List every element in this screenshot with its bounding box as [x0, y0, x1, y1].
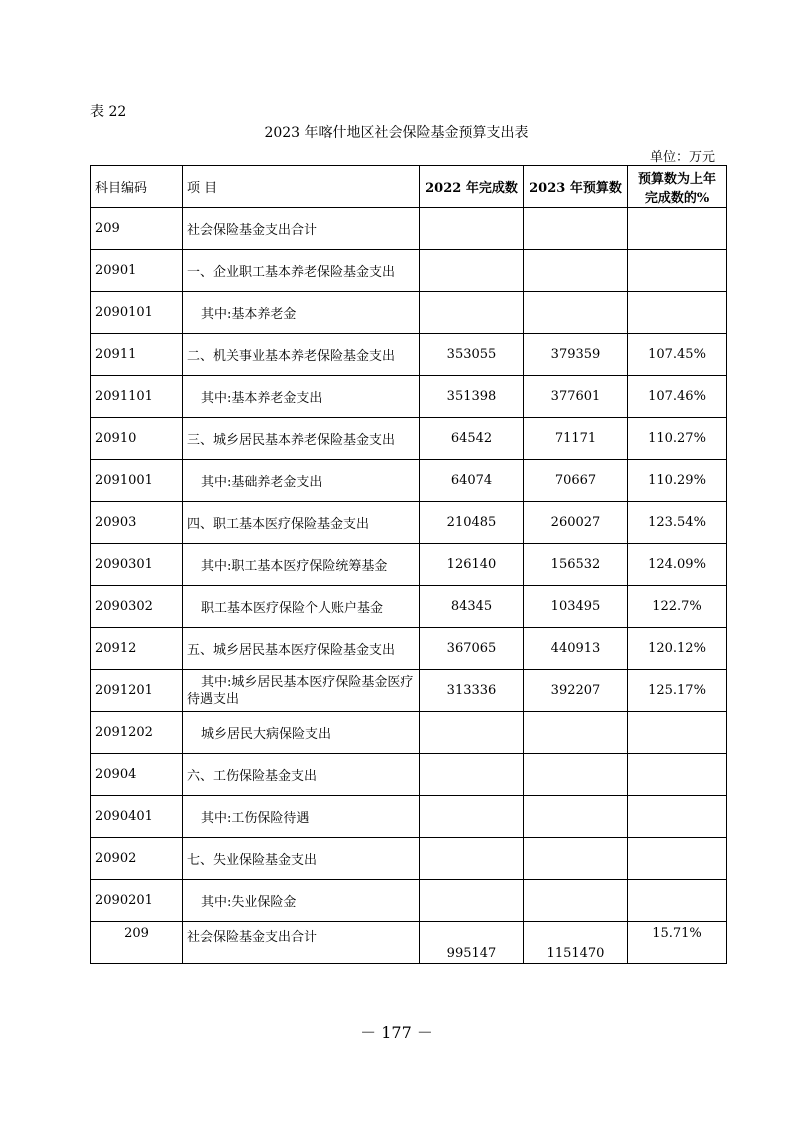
header-ratio: 预算数为上年完成数的%	[628, 166, 727, 208]
row-code: 2090401	[91, 796, 183, 838]
header-2023-budget: 2023 年预算数	[524, 166, 628, 208]
row-ratio: 107.46%	[628, 376, 727, 418]
row-code: 20901	[91, 250, 183, 292]
row-2022-actual	[420, 292, 524, 334]
row-name: 七、失业保险基金支出	[183, 838, 420, 880]
row-ratio: 122.7%	[628, 586, 727, 628]
row-2023-budget	[524, 208, 628, 250]
row-2022-actual	[420, 754, 524, 796]
row-2023-budget: 392207	[524, 670, 628, 712]
row-code: 209	[91, 208, 183, 250]
row-2023-budget	[524, 796, 628, 838]
row-ratio: 123.54%	[628, 502, 727, 544]
table-row	[91, 418, 727, 460]
table-row	[91, 502, 727, 544]
row-ratio	[628, 712, 727, 754]
header-name: 项 目	[183, 166, 420, 208]
row-code: 2091001	[91, 460, 183, 502]
row-ratio: 110.29%	[628, 460, 727, 502]
row-2022-actual: 210485	[420, 502, 524, 544]
row-2023-budget	[524, 292, 628, 334]
table-row	[91, 460, 727, 502]
table-row	[91, 628, 727, 670]
row-2023-budget: 70667	[524, 460, 628, 502]
row-name: 其中:工伤保险待遇	[183, 796, 420, 838]
total-row	[91, 922, 727, 964]
table-row	[91, 670, 727, 712]
table-row	[91, 586, 727, 628]
row-2023-budget: 156532	[524, 544, 628, 586]
row-2023-budget: 71171	[524, 418, 628, 460]
row-ratio: 125.17%	[628, 670, 727, 712]
row-name: 六、工伤保险基金支出	[183, 754, 420, 796]
row-name: 三、城乡居民基本养老保险基金支出	[183, 418, 420, 460]
row-name: 二、机关事业基本养老保险基金支出	[183, 334, 420, 376]
row-name: 其中:城乡居民基本医疗保险基金医疗待遇支出	[183, 670, 420, 712]
row-2022-actual: 313336	[420, 670, 524, 712]
table-row	[91, 334, 727, 376]
table-row	[91, 376, 727, 418]
row-2022-actual	[420, 712, 524, 754]
row-2023-budget	[524, 712, 628, 754]
row-ratio	[628, 880, 727, 922]
row-name: 一、企业职工基本养老保险基金支出	[183, 250, 420, 292]
unit-label: 单位：万元	[649, 150, 715, 165]
table-row	[91, 208, 727, 250]
row-code: 20902	[91, 838, 183, 880]
row-name: 四、职工基本医疗保险基金支出	[183, 502, 420, 544]
row-2022-actual: 64542	[420, 418, 524, 460]
row-name: 社会保险基金支出合计	[183, 208, 420, 250]
row-name: 五、城乡居民基本医疗保险基金支出	[183, 628, 420, 670]
row-name: 其中:基本养老金	[183, 292, 420, 334]
row-ratio: 107.45%	[628, 334, 727, 376]
row-2022-actual: 126140	[420, 544, 524, 586]
table-row	[91, 754, 727, 796]
row-2023-budget: 377601	[524, 376, 628, 418]
row-2022-actual: 64074	[420, 460, 524, 502]
row-code: 20912	[91, 628, 183, 670]
row-ratio: 120.12%	[628, 628, 727, 670]
table-row	[91, 796, 727, 838]
row-code: 2091101	[91, 376, 183, 418]
page-title: 2023 年喀什地区社会保险基金预算支出表	[264, 125, 529, 141]
row-code: 20903	[91, 502, 183, 544]
header-code: 科目编码	[91, 166, 183, 208]
row-2022-actual	[420, 796, 524, 838]
row-name: 职工基本医疗保险个人账户基金	[183, 586, 420, 628]
table-header-row	[91, 166, 727, 208]
row-2023-budget: 260027	[524, 502, 628, 544]
row-code: 20910	[91, 418, 183, 460]
table-row	[91, 712, 727, 754]
row-2023-budget: 103495	[524, 586, 628, 628]
total-2022-actual: 995147	[420, 922, 524, 964]
table-row	[91, 544, 727, 586]
row-ratio	[628, 796, 727, 838]
table-row	[91, 250, 727, 292]
row-code: 2091202	[91, 712, 183, 754]
row-name: 其中:失业保险金	[183, 880, 420, 922]
row-2022-actual: 367065	[420, 628, 524, 670]
row-code: 20911	[91, 334, 183, 376]
row-ratio	[628, 208, 727, 250]
row-ratio	[628, 754, 727, 796]
row-2022-actual: 353055	[420, 334, 524, 376]
row-code: 2091201	[91, 670, 183, 712]
table-number-label: 表 22	[90, 104, 127, 120]
row-2022-actual: 351398	[420, 376, 524, 418]
total-ratio: 15.71%	[628, 922, 727, 964]
table-row	[91, 838, 727, 880]
row-ratio: 110.27%	[628, 418, 727, 460]
row-ratio	[628, 250, 727, 292]
row-ratio	[628, 838, 727, 880]
page-number: － 177 －	[360, 1023, 433, 1042]
row-ratio	[628, 292, 727, 334]
row-name: 其中:基础养老金支出	[183, 460, 420, 502]
row-2023-budget: 440913	[524, 628, 628, 670]
row-code: 2090201	[91, 880, 183, 922]
row-code: 20904	[91, 754, 183, 796]
total-2023-budget: 1151470	[524, 922, 628, 964]
row-code: 2090301	[91, 544, 183, 586]
table-row	[91, 880, 727, 922]
row-2022-actual	[420, 208, 524, 250]
row-2022-actual: 84345	[420, 586, 524, 628]
row-code: 2090302	[91, 586, 183, 628]
row-2022-actual	[420, 250, 524, 292]
row-2023-budget: 379359	[524, 334, 628, 376]
row-ratio: 124.09%	[628, 544, 727, 586]
header-2022-actual: 2022 年完成数	[420, 166, 524, 208]
row-name: 其中:基本养老金支出	[183, 376, 420, 418]
row-name: 其中:职工基本医疗保险统筹基金	[183, 544, 420, 586]
total-name: 社会保险基金支出合计	[183, 922, 420, 964]
row-2023-budget	[524, 838, 628, 880]
table-row	[91, 292, 727, 334]
row-2023-budget	[524, 880, 628, 922]
total-code: 209	[91, 922, 183, 964]
row-2023-budget	[524, 754, 628, 796]
row-2023-budget	[524, 250, 628, 292]
row-code: 2090101	[91, 292, 183, 334]
row-name: 城乡居民大病保险支出	[183, 712, 420, 754]
row-2022-actual	[420, 838, 524, 880]
row-2022-actual	[420, 880, 524, 922]
budget-table	[90, 165, 727, 964]
